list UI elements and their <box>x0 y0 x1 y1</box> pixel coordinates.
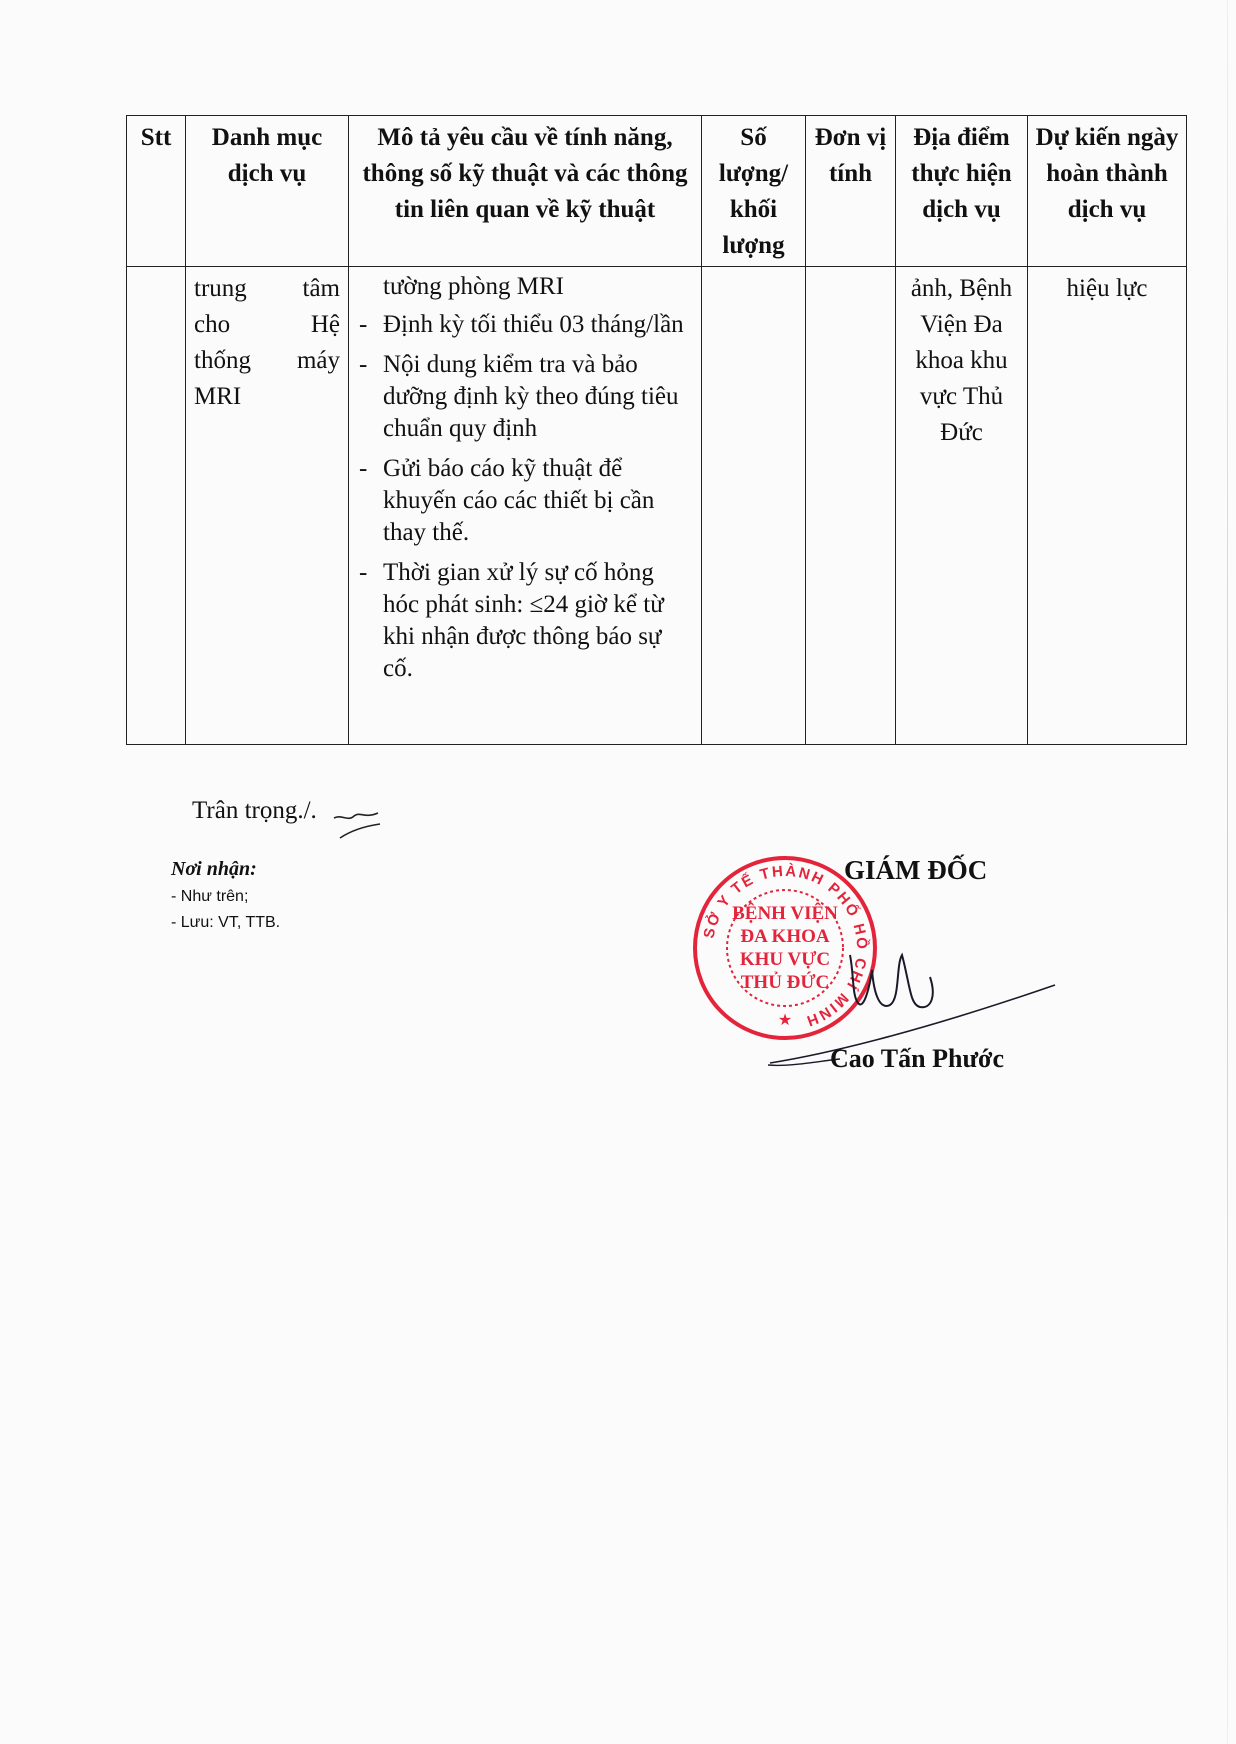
list-item: - Gửi báo cáo kỹ thuật để khuyến cáo các thiết bị cần thay thế. <box>359 455 655 546</box>
cell-quantity <box>702 267 806 745</box>
header-description: Mô tả yêu cầu về tính năng, thông số kỹ thuật và các thông tin liên quan về kỹ thuật <box>349 116 702 267</box>
requirement-text: Thời gian xử lý sự cố hỏng hóc phát sinh: ≤24 giờ kể từ khi nhận được thông báo sự cố. <box>383 559 664 682</box>
category-line: MRI <box>194 383 242 410</box>
recipients-list <box>171 884 280 936</box>
list-item <box>357 271 693 303</box>
list-item: - Định kỳ tối thiểu 03 tháng/lần <box>359 311 684 338</box>
cell-unit <box>806 267 896 745</box>
cell-completion: hiệu lực <box>1028 267 1187 745</box>
recipients-title: Nơi nhận: <box>171 858 257 880</box>
cell-category <box>186 267 349 745</box>
header-category: Danh mục dịch vụ <box>186 116 349 267</box>
header-quantity: Số lượng/ khối lượng <box>702 116 806 267</box>
seal-outer-text: SỞ Y TẾ THÀNH PHỐ HỒ CHÍ MINH <box>700 862 871 1030</box>
svg-text:★: ★ <box>777 1012 793 1029</box>
signer-name: Cao Tấn Phước <box>830 1044 1004 1073</box>
requirements-list <box>357 271 693 685</box>
category-line: thống máy <box>194 347 340 374</box>
page-edge <box>1227 0 1228 1744</box>
seal-line: THỦ ĐỨC <box>740 972 830 993</box>
cell-description <box>349 267 702 745</box>
list-item: - Như trên; <box>171 888 249 905</box>
cell-stt <box>127 267 186 745</box>
seal-line: ĐA KHOA <box>740 926 830 947</box>
requirement-text: Gửi báo cáo kỹ thuật để khuyến cáo các thiết bị cần thay thế. <box>383 455 655 546</box>
service-spec-table <box>126 115 1187 745</box>
requirement-text: Định kỳ tối thiểu 03 tháng/lần <box>383 311 684 338</box>
header-location: Địa điểm thực hiện dịch vụ <box>896 116 1028 267</box>
category-line: cho Hệ <box>194 311 340 338</box>
table-row <box>127 267 1187 745</box>
list-item: - Nội dung kiểm tra và bảo dưỡng định kỳ theo đúng tiêu chuẩn quy định <box>359 351 679 442</box>
requirement-text: tường phòng MRI <box>383 273 564 300</box>
director-title: GIÁM ĐỐC <box>844 855 988 885</box>
initial-mark-icon <box>330 800 382 844</box>
header-unit: Đơn vị tính <box>806 116 896 267</box>
cell-location: ảnh, Bệnh Viện Đa khoa khu vực Thủ Đức <box>896 267 1028 745</box>
header-stt: Stt <box>127 116 186 267</box>
seal-line: KHU VỰC <box>739 949 831 970</box>
category-line: trung tâm <box>194 275 340 302</box>
requirement-text: Nội dung kiểm tra và bảo dưỡng định kỳ theo đúng tiêu chuẩn quy định <box>383 351 679 442</box>
list-item: - Thời gian xử lý sự cố hỏng hóc phát sinh: ≤24 giờ kể từ khi nhận được thông báo sự cố. <box>359 559 664 682</box>
seal-line: BỆNH VIỆN <box>732 903 838 924</box>
closing-text: Trân trọng./. <box>192 797 317 824</box>
header-completion: Dự kiến ngày hoàn thành dịch vụ <box>1028 116 1187 267</box>
list-item: - Lưu: VT, TTB. <box>171 914 281 931</box>
table-header-row <box>127 116 1187 267</box>
